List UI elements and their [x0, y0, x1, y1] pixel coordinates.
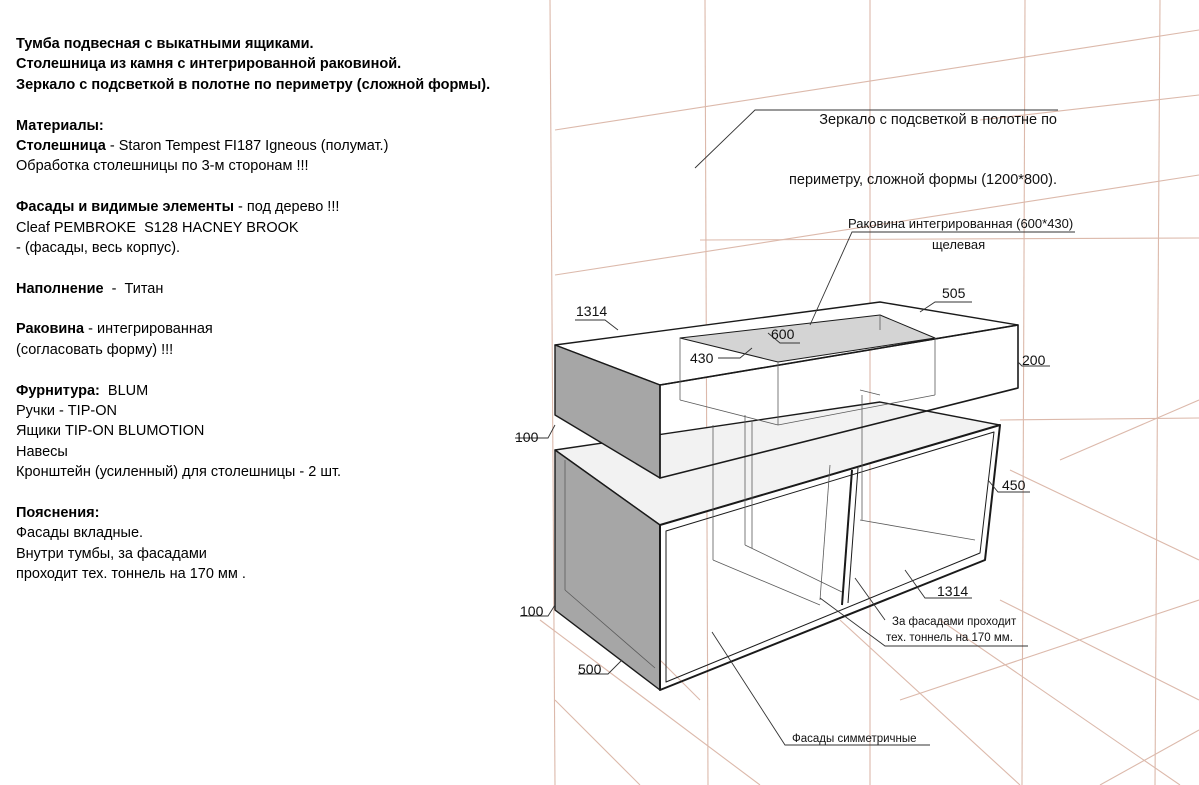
- facades-note: Фасады симметричные: [792, 733, 917, 745]
- countertop-processing: Обработка столешницы по 3-м сторонам !!!: [16, 158, 309, 175]
- mirror-note-line-2: периметру, сложной формы (1200*800).: [789, 172, 1057, 188]
- countertop-value: - Staron Tempest FI187 Igneous (полумат.): [105, 137, 389, 154]
- hardware-item: Ручки - TIP-ON: [16, 403, 117, 420]
- dim-cabinet-depth: 450: [1002, 477, 1026, 493]
- notes-item: проходит тех. тоннель на 170 мм .: [16, 566, 246, 583]
- notes-item: Внутри тумбы, за фасадами: [16, 545, 207, 562]
- title-line-3: Зеркало с подсветкой в полотне по периметру (сложной формы).: [16, 76, 491, 93]
- facades-label: Фасады и видимые элементы: [16, 199, 235, 216]
- mirror-note-line-1: Зеркало с подсветкой в полотне по: [819, 112, 1057, 128]
- dim-cabinet-side: 500: [578, 661, 602, 677]
- mirror-note: [755, 70, 1057, 230]
- notes-item: Фасады вкладные.: [16, 525, 144, 542]
- hardware-item: Навесы: [16, 443, 68, 460]
- dim-top-height: 200: [1022, 352, 1046, 368]
- sink-type: щелевая: [932, 237, 986, 252]
- hardware-item: Ящики TIP-ON BLUMOTION: [16, 423, 205, 440]
- sink-value: - интегрированная: [84, 321, 213, 338]
- title-line-1: Тумба подвесная с выкатными ящиками.: [16, 36, 314, 52]
- facades-value: - под дерево !!!: [234, 199, 340, 216]
- sink-note-line: (согласовать форму) !!!: [16, 341, 174, 358]
- hardware-value: BLUM: [99, 382, 149, 399]
- filling-value: - Титан: [103, 280, 164, 297]
- title-line-2: Столешница из камня с интегрированной раковиной.: [16, 56, 402, 73]
- dim-top-width: 1314: [576, 303, 608, 319]
- tunnel-note-line-2: тех. тоннель на 170 мм.: [886, 632, 1013, 644]
- dim-top-depth: 505: [942, 285, 966, 301]
- sink-note: Раковина интегрированная (600*430): [848, 216, 1074, 231]
- countertop-label: Столешница: [16, 137, 106, 154]
- materials-heading: Материалы:: [16, 117, 104, 134]
- notes-heading: Пояснения:: [16, 504, 100, 521]
- facades-material: Cleaf PEMBROKE S128 HACNEY BROOK: [16, 219, 299, 236]
- facades-scope: - (фасады, весь корпус).: [16, 239, 181, 256]
- dim-cabinet-width: 1314: [937, 583, 969, 599]
- hardware-item: Кронштейн (усиленный) для столешницы - 2 шт.: [16, 464, 342, 481]
- dim-top-gap: 100: [515, 429, 539, 445]
- dim-sink-depth: 430: [690, 350, 714, 366]
- dim-sink-width: 600: [771, 326, 795, 342]
- sink-label: Раковина: [16, 321, 85, 338]
- filling-label: Наполнение: [16, 280, 104, 297]
- dim-cabinet-height: 100: [520, 603, 544, 619]
- hardware-label: Фурнитура:: [16, 382, 100, 399]
- tunnel-note-line-1: За фасадами проходит: [892, 616, 1017, 628]
